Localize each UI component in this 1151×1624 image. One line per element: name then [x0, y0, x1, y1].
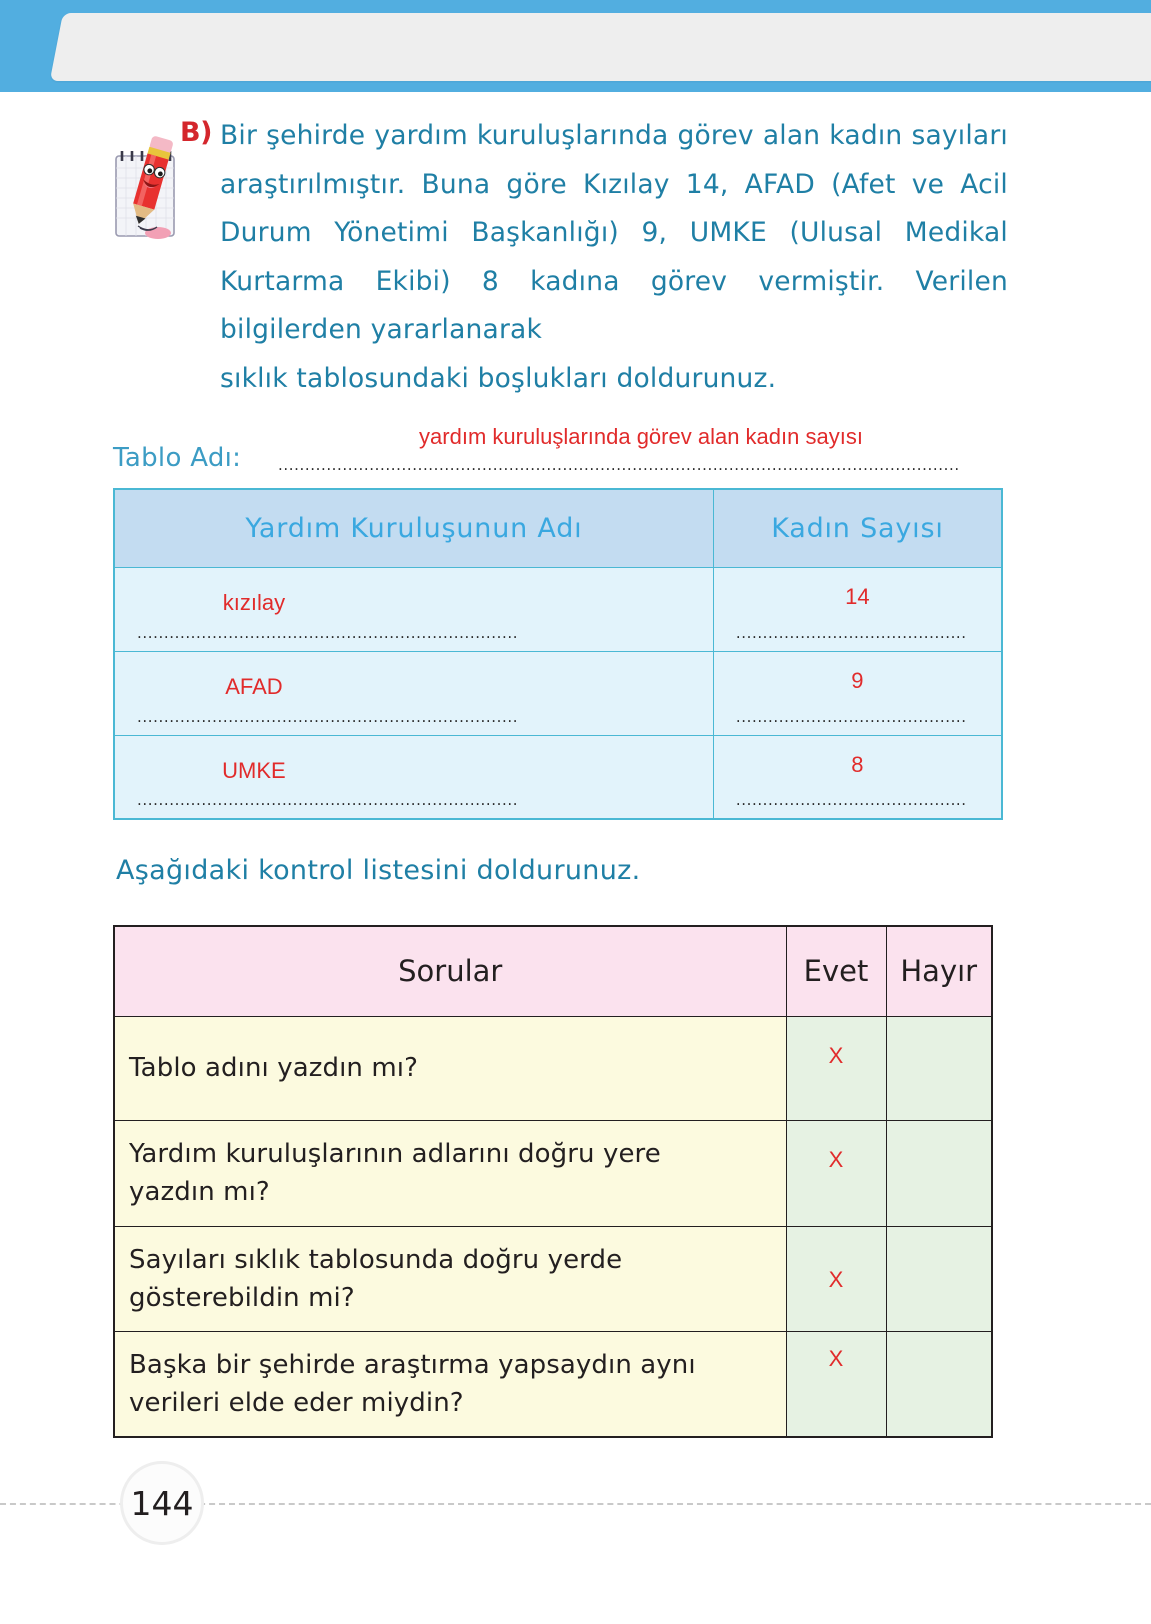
checklist-question-line2: verileri elde eder miydin?	[129, 1387, 464, 1418]
frequency-table-header-count: Kadın Sayısı	[713, 489, 1002, 567]
checklist-question-line1: Sayıları sıklık tablosunda doğru yerde	[129, 1244, 623, 1275]
checklist-header-questions: Sorular	[114, 926, 786, 1016]
checklist-question	[114, 1016, 786, 1120]
table-name-label: Tablo Adı:	[113, 443, 242, 473]
checklist-yes-mark[interactable]: X	[828, 1345, 844, 1371]
checklist-header-row	[114, 926, 992, 1016]
checklist-no-cell[interactable]	[886, 1331, 992, 1437]
checklist-question-line2: yazdın mı?	[129, 1177, 270, 1207]
pencil-notepad-icon	[108, 130, 186, 242]
frequency-table-header-organization: Yardım Kuruluşunun Adı	[114, 489, 713, 567]
frequency-table-header-row	[114, 489, 1002, 567]
page-top-banner	[0, 0, 1151, 92]
checklist-yes-cell[interactable]	[786, 1331, 886, 1437]
table-name-field	[113, 424, 1003, 486]
frequency-table-row	[114, 651, 1002, 735]
checklist-yes-mark[interactable]: X	[828, 1042, 844, 1068]
frequency-answer-organization[interactable]: UMKE	[222, 757, 286, 783]
frequency-cell-count[interactable]	[713, 735, 1002, 819]
checklist-no-cell[interactable]	[886, 1016, 992, 1120]
checklist-question	[114, 1226, 786, 1331]
frequency-table-row	[114, 567, 1002, 651]
frequency-table	[113, 488, 1003, 820]
checklist-question-line2: gösterebildin mi?	[129, 1282, 355, 1313]
frequency-answer-organization[interactable]: kızılay	[222, 589, 286, 615]
frequency-dotted-line: .......................................................................	[137, 628, 519, 639]
checklist-row	[114, 1226, 992, 1331]
frequency-answer-count[interactable]: 9	[851, 667, 864, 693]
frequency-cell-organization[interactable]	[114, 651, 713, 735]
checklist-yes-mark[interactable]: X	[828, 1146, 844, 1172]
frequency-dotted-line: ...........................................	[735, 796, 967, 806]
frequency-cell-count[interactable]	[713, 651, 1002, 735]
checklist-no-cell[interactable]	[886, 1120, 992, 1226]
page-top-banner-inner-shape	[50, 13, 1151, 81]
frequency-cell-organization[interactable]	[114, 735, 713, 819]
checklist-question-line1: Yardım kuruluşlarının adlarını doğru yere	[129, 1139, 661, 1169]
checklist-instruction: Aşağıdaki kontrol listesini doldurunuz.	[116, 855, 641, 886]
page-number-badge: 144	[120, 1461, 204, 1545]
checklist-row	[114, 1016, 992, 1120]
checklist-no-cell[interactable]	[886, 1226, 992, 1331]
question-letter: B)	[180, 117, 212, 148]
checklist-yes-cell[interactable]	[786, 1226, 886, 1331]
table-name-answer[interactable]: yardım kuruluşlarında görev alan kadın sayısı	[419, 424, 863, 449]
checklist-header-yes: Evet	[786, 926, 886, 1016]
checklist-row	[114, 1120, 992, 1226]
frequency-cell-count[interactable]	[713, 567, 1002, 651]
question-text	[220, 112, 1008, 403]
question-text-lastline: sıklık tablosundaki boşlukları doldurunuz.	[220, 362, 777, 394]
frequency-answer-organization[interactable]: AFAD	[225, 673, 283, 699]
question-text-main: Bir şehirde yardım kuruluşlarında görev alan kadın sayıları araştırılmıştır. Buna göre Kızılay 14, AFAD (Afet ve Acil Durum Yönetimi Başkanlığı) 9, UMKE (Ulusal Medikal Kurtarma Ekibi) 8 kadına görev vermiştir. Verilen bilgilerden yararlanarak	[220, 120, 1008, 345]
checklist-question-line1: Tablo adını yazdın mı?	[129, 1053, 419, 1083]
frequency-table-row	[114, 735, 1002, 819]
control-checklist-table	[113, 925, 993, 1438]
frequency-cell-organization[interactable]	[114, 567, 713, 651]
frequency-answer-count[interactable]: 14	[845, 583, 870, 609]
checklist-yes-cell[interactable]	[786, 1120, 886, 1226]
checklist-row	[114, 1331, 992, 1437]
frequency-dotted-line: .......................................................................	[137, 796, 519, 806]
table-name-dotted-line: ...............................................................................................................................	[278, 456, 960, 474]
frequency-answer-count[interactable]: 8	[851, 751, 864, 777]
frequency-dotted-line: .......................................................................	[137, 712, 519, 723]
checklist-header-no: Hayır	[886, 926, 992, 1016]
checklist-yes-mark[interactable]: X	[828, 1266, 844, 1292]
checklist-yes-cell[interactable]	[786, 1016, 886, 1120]
frequency-dotted-line: ...........................................	[735, 628, 967, 639]
checklist-question	[114, 1331, 786, 1437]
checklist-question	[114, 1120, 786, 1226]
checklist-question-line1: Başka bir şehirde araştırma yapsaydın aynı	[129, 1349, 696, 1380]
frequency-dotted-line: ...........................................	[735, 712, 967, 723]
